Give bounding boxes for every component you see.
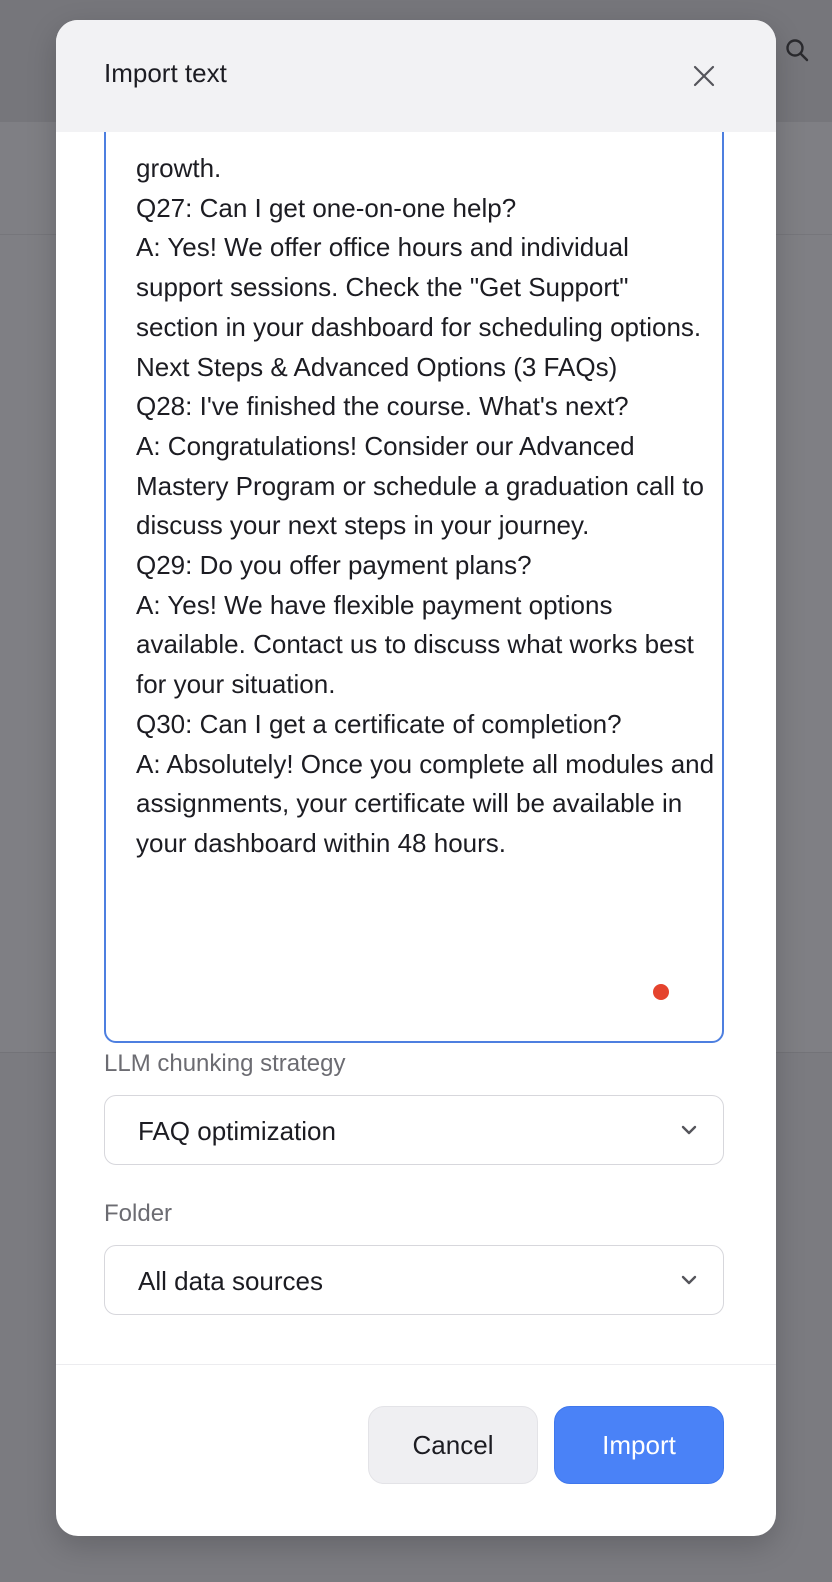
search-icon [785, 38, 809, 62]
folder-value: All data sources [138, 1266, 323, 1296]
chevron-down-icon [679, 1120, 699, 1140]
text-input-content[interactable]: growth. Q27: Can I get one-on-one help? A: Yes! We offer office hours and individual support sessions. Check the "Get Support" section in your dashboard for scheduling options. Next Steps & Advanced Options (3 FAQs) Q28: I've finished the course. What's next? A: Congratulations! Consider our Advanced Mastery Program or schedule a graduation call to discuss your next steps in your journey. Q29: Do you offer payment plans? A: Yes! We have flexible payment options available. Contact us to discuss what works best for your situation. Q30: Can I get a certificate of completion? A: Absolutely! Once you complete all modules and assignments, your certificate will be available in your dashboard within 48 hours. [136, 153, 715, 858]
folder-select[interactable] [104, 1245, 724, 1315]
text-input-area[interactable] [104, 100, 724, 1043]
chevron-down-icon [679, 1270, 699, 1290]
folder-label: Folder [104, 1200, 173, 1227]
close-icon [692, 64, 716, 88]
import-button[interactable]: Import [554, 1406, 724, 1484]
chunking-strategy-value: FAQ optimization [138, 1116, 336, 1146]
modal-header [56, 20, 776, 132]
recording-indicator-icon [653, 984, 669, 1000]
close-button[interactable] [684, 56, 724, 96]
chunking-strategy-select[interactable] [104, 1095, 724, 1165]
import-text-modal [56, 20, 776, 1536]
cancel-button[interactable]: Cancel [368, 1406, 538, 1484]
chunking-strategy-label: LLM chunking strategy [104, 1050, 346, 1077]
modal-title: Import text [104, 58, 227, 88]
footer-divider [56, 1364, 776, 1365]
